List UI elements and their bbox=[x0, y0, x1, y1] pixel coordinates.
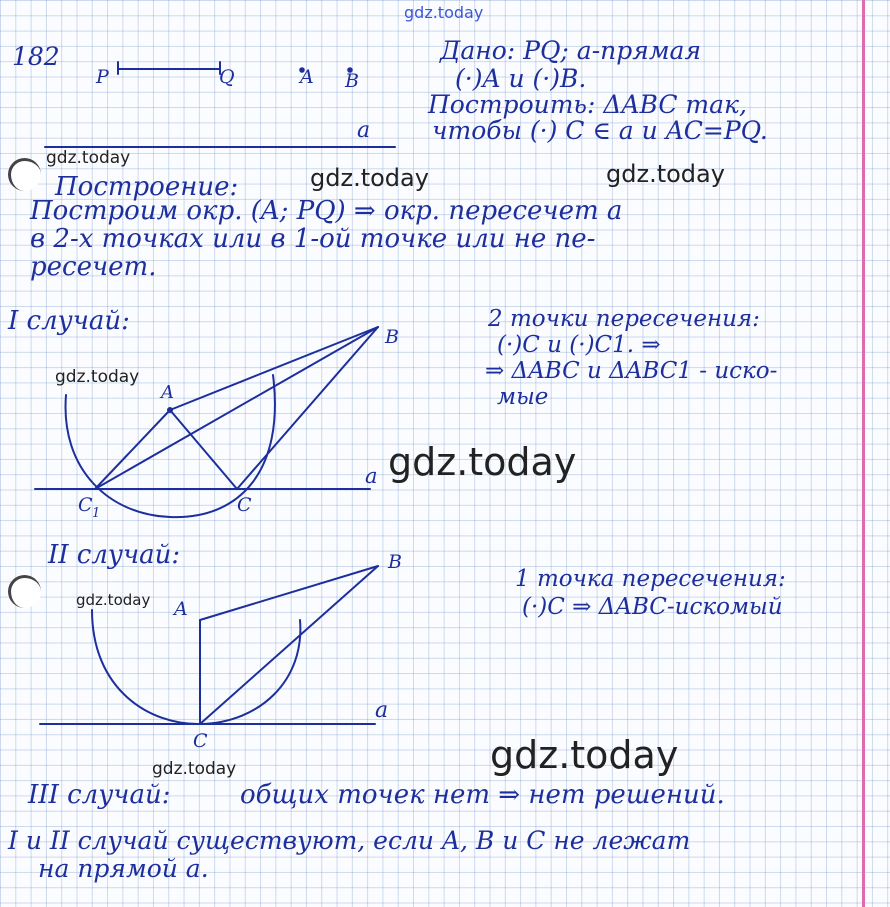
problem-number: 182 bbox=[12, 42, 60, 71]
case1-label-line-a: a bbox=[365, 464, 378, 488]
watermark: gdz.today bbox=[490, 733, 679, 777]
case2-note-2: (·)C ⇒ ΔABC-искомый bbox=[522, 594, 783, 620]
construction-line-1: Построим окр. (A; PQ) ⇒ окр. пересечет a bbox=[30, 196, 623, 226]
label-line-a: a bbox=[357, 118, 371, 143]
construction-title: Построение: bbox=[55, 172, 239, 202]
watermark: gdz.today bbox=[55, 367, 140, 387]
watermark: gdz.today bbox=[388, 440, 577, 484]
case1-note-3: ⇒ ΔABC и ΔABC1 - иско- bbox=[485, 358, 778, 384]
case2-segment-bc bbox=[200, 566, 378, 724]
watermark: gdz.today bbox=[152, 759, 237, 779]
case1-note-2: (·)C и (·)C1. ⇒ bbox=[497, 332, 661, 358]
conclusion-line-2: на прямой a. bbox=[38, 854, 209, 883]
given-line-4: чтобы (·) C ∈ a и AC=PQ. bbox=[432, 116, 768, 145]
label-point-b: B bbox=[345, 70, 359, 92]
watermark: gdz.today bbox=[76, 591, 151, 609]
case1-note-1: 2 точки пересечения: bbox=[488, 306, 760, 332]
case2-label-c: C bbox=[193, 730, 208, 752]
case1-label-a: A bbox=[161, 382, 174, 403]
case1-note-4: мые bbox=[497, 384, 549, 410]
case1-label-c1: C bbox=[78, 494, 93, 516]
label-p: P bbox=[96, 66, 109, 88]
case1-point-a bbox=[168, 408, 172, 412]
given-line-1: Дано: PQ; a-прямая bbox=[440, 36, 701, 65]
case3-text: общих точек нет ⇒ нет решений. bbox=[240, 780, 725, 810]
construction-line-3: ресечет. bbox=[30, 252, 157, 282]
case1-label-b: B bbox=[385, 326, 399, 348]
case1-title: I случай: bbox=[8, 306, 130, 336]
header-watermark: gdz.today bbox=[404, 3, 484, 22]
case1-segment-bc bbox=[237, 327, 378, 489]
case2-label-b: B bbox=[388, 551, 402, 573]
given-line-3: Построить: ΔABC так, bbox=[428, 90, 747, 119]
case1-label-c1-subscript: 1 bbox=[92, 506, 101, 521]
conclusion-line-1: I и II случай существуют, если A, B и C не лежат bbox=[8, 826, 691, 855]
case2-title: II случай: bbox=[48, 540, 181, 570]
label-q: Q bbox=[219, 66, 235, 88]
case1-segment-bc1 bbox=[95, 327, 378, 489]
watermark: gdz.today bbox=[46, 148, 131, 168]
watermark: gdz.today bbox=[606, 160, 725, 188]
case2-note-1: 1 точка пересечения: bbox=[515, 566, 786, 592]
case1-segment-ac1 bbox=[95, 410, 170, 489]
case1-label-c: C bbox=[237, 494, 252, 516]
case3-title: III случай: bbox=[28, 780, 171, 810]
given-line-2: (·)A и (·)B. bbox=[455, 64, 587, 93]
watermark: gdz.today bbox=[310, 164, 429, 192]
case2-circle-arc bbox=[92, 610, 300, 724]
case2-label-line-a: a bbox=[375, 698, 389, 723]
case2-segment-ab bbox=[200, 566, 378, 620]
construction-line-2: в 2-х точках или в 1-ой точке или не пе- bbox=[30, 224, 596, 254]
case2-label-a: A bbox=[174, 598, 188, 620]
case1-segment-ac bbox=[170, 410, 237, 489]
label-point-a: A bbox=[300, 66, 314, 88]
